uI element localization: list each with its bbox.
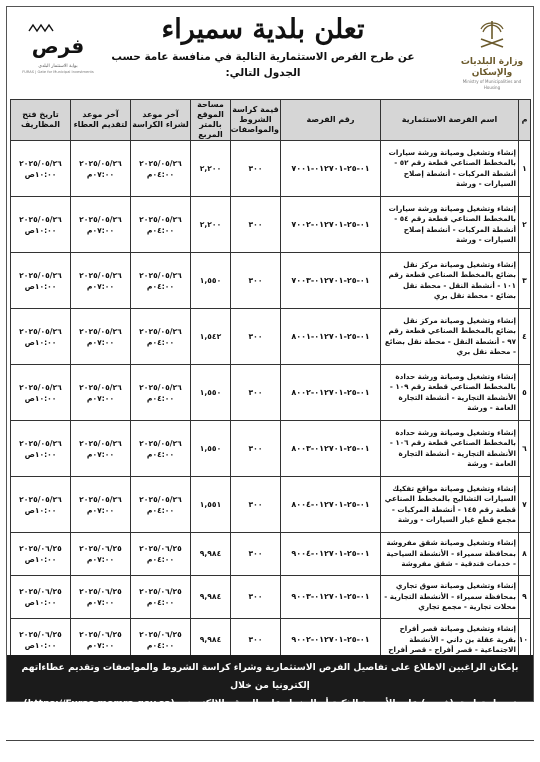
envelope-opening-date (11, 533, 71, 576)
opportunity-id: ٠١-٢٥-٠١٢٧٠١-٩٠٠٢ (281, 619, 381, 662)
booklet-purchase-deadline (131, 141, 191, 197)
booklet-fee: ٣٠٠ (231, 576, 281, 619)
opportunity-name: إنشاء وتشغيل وصيانة مواقع تفكيك السيارات التشاليح بالمخطط الصناعي قطعة رقم ١٤٥ - أنشطة المركبات - مجمع قطع غيار السيارات - ورشة (381, 477, 519, 533)
opportunity-id: ٠١-٢٥-٠١٢٧٠١-٨٠٠٢ (281, 365, 381, 421)
bid-submission-deadline-time: ٠٧:٠٠م (86, 505, 115, 515)
advertisement-page (6, 6, 534, 709)
ad-title-block (103, 13, 423, 81)
bid-submission-deadline-time: ٠٧:٠٠م (86, 555, 115, 564)
booklet-purchase-deadline-date: ٢٠٢٥/٠٦/٢٥ (139, 630, 182, 639)
col-header: رقم الفرصة (281, 100, 381, 141)
booklet-fee: ٣٠٠ (231, 477, 281, 533)
bid-submission-deadline-time: ٠٧:٠٠م (86, 598, 115, 607)
booklet-fee: ٣٠٠ (231, 253, 281, 309)
booklet-purchase-deadline-time: ٠٤:٠٠م (146, 169, 175, 179)
table-row (11, 309, 531, 365)
page-subtitle: عن طرح الفرص الاستثمارية التالية في منافسة عامة حسب الجدول التالي: (111, 51, 415, 79)
opportunity-id: ٠١-٢٥-٠١٢٧٠١-٨٠٠١ (281, 309, 381, 365)
footer-line-2: تحميل تطبيق (فرص) على الأجهزة الذكية أو الدخول على الموقع الإلكتروني (https://Furas.momra.gov.sa) (23, 698, 517, 709)
ministry-logo (457, 17, 527, 91)
envelope-opening-date-time: ١٠:٠٠ص (24, 598, 57, 607)
envelope-opening-date (11, 576, 71, 619)
opportunity-name: إنشاء وتشغيل وصيانة شقق مفروشة بمحافظة سميراء - الأنشطة السياحية - خدمات فندقية - شقق مفروشة (381, 533, 519, 576)
bid-submission-deadline (71, 533, 131, 576)
envelope-opening-date (11, 253, 71, 309)
bid-submission-deadline (71, 365, 131, 421)
booklet-fee: ٣٠٠ (231, 197, 281, 253)
table-body (11, 141, 531, 662)
envelope-opening-date-date: ٢٠٢٥/٠٥/٢٦ (19, 382, 62, 392)
opportunity-id: ٠١-٢٥-٠١٢٧٠١-٧٠٠١ (281, 141, 381, 197)
booklet-fee: ٣٠٠ (231, 533, 281, 576)
site-area: ١,٥٥٠ (191, 253, 231, 309)
booklet-purchase-deadline-date: ٢٠٢٥/٠٥/٢٦ (139, 214, 182, 224)
booklet-purchase-deadline (131, 365, 191, 421)
booklet-purchase-deadline-time: ٠٤:٠٠م (146, 393, 175, 403)
site-area: ١,٥٥١ (191, 477, 231, 533)
furas-logo (13, 19, 103, 75)
row-number: ٥ (519, 365, 531, 421)
opportunity-id: ٠١-٢٥-٠١٢٧٠١-٩٠٠٤ (281, 533, 381, 576)
table-header-row (11, 100, 531, 141)
opportunity-name: إنشاء وتشغيل وصيانة سوق تجاري بمحافظة سميراء - الأنشطة التجارية - محلات تجارية - مجمع تجاري (381, 576, 519, 619)
site-area: ٩,٩٨٤ (191, 576, 231, 619)
furas-en: FURAS | Gate for Municipal Investments (22, 70, 94, 74)
booklet-purchase-deadline-time: ٠٤:٠٠م (146, 641, 175, 650)
bid-submission-deadline-date: ٢٠٢٥/٠٦/٢٥ (79, 630, 122, 639)
envelope-opening-date-date: ٢٠٢٥/٠٥/٢٦ (19, 270, 62, 280)
furas-sub: بوابة الاستثمار البلدي (38, 64, 78, 69)
envelope-opening-date (11, 141, 71, 197)
bid-submission-deadline-date: ٢٠٢٥/٠٥/٢٦ (79, 382, 122, 392)
booklet-fee: ٣٠٠ (231, 619, 281, 662)
envelope-opening-date-time: ١٠:٠٠ص (24, 641, 57, 650)
col-header: مساحة الموقع بالمتر المربع (191, 100, 231, 141)
envelope-opening-date-time: ١٠:٠٠ص (24, 393, 57, 403)
bid-submission-deadline-date: ٢٠٢٥/٠٦/٢٥ (79, 587, 122, 596)
booklet-purchase-deadline-time: ٠٤:٠٠م (146, 281, 175, 291)
table-row (11, 533, 531, 576)
row-number: ١ (519, 141, 531, 197)
col-header: قيمة كراسة الشروط والمواصفات (231, 100, 281, 141)
row-number: ٢ (519, 197, 531, 253)
booklet-fee: ٣٠٠ (231, 309, 281, 365)
col-header: آخر موعد لشراء الكراسة (131, 100, 191, 141)
bid-submission-deadline-time: ٠٧:٠٠م (86, 225, 115, 235)
booklet-purchase-deadline (131, 533, 191, 576)
opportunity-name: إنشاء وتشغيل وصيانة ورشة حدادة بالمخطط الصناعي قطعة رقم ١٠٦ - الأنشطة التجارية - أنشطة التجارة العامة - ورشة (381, 421, 519, 477)
site-area: ٩,٩٨٤ (191, 533, 231, 576)
booklet-purchase-deadline-date: ٢٠٢٥/٠٦/٢٥ (139, 587, 182, 596)
envelope-opening-date-time: ١٠:٠٠ص (24, 505, 57, 515)
booklet-purchase-deadline (131, 421, 191, 477)
table-row (11, 576, 531, 619)
envelope-opening-date (11, 197, 71, 253)
booklet-purchase-deadline (131, 576, 191, 619)
opportunities-table (10, 99, 531, 662)
opportunity-id: ٠١-٢٥-٠١٢٧٠١-٨٠٠٣ (281, 421, 381, 477)
envelope-opening-date-date: ٢٠٢٥/٠٥/٢٦ (19, 438, 62, 448)
booklet-purchase-deadline (131, 197, 191, 253)
opportunity-id: ٠١-٢٥-٠١٢٧٠١-٩٠٠٣ (281, 576, 381, 619)
furas-logo-icon (21, 19, 95, 59)
ministry-name-en: Ministry of Municipalities and Housing (462, 79, 522, 90)
envelope-opening-date (11, 421, 71, 477)
booklet-purchase-deadline-date: ٢٠٢٥/٠٥/٢٦ (139, 326, 182, 336)
opportunity-id: ٠١-٢٥-٠١٢٧٠١-٧٠٠٣ (281, 253, 381, 309)
bottom-divider (6, 740, 534, 741)
envelope-opening-date (11, 477, 71, 533)
page-title: تعلن بلدية سميراء (161, 14, 365, 45)
col-header: تاريخ فتح المظاريف (11, 100, 71, 141)
booklet-purchase-deadline-date: ٢٠٢٥/٠٥/٢٦ (139, 438, 182, 448)
table-row (11, 477, 531, 533)
booklet-purchase-deadline-date: ٢٠٢٥/٠٦/٢٥ (139, 544, 182, 553)
row-number: ٦ (519, 421, 531, 477)
envelope-opening-date (11, 365, 71, 421)
bid-submission-deadline-date: ٢٠٢٥/٠٥/٢٦ (79, 494, 122, 504)
envelope-opening-date-date: ٢٠٢٥/٠٥/٢٦ (19, 214, 62, 224)
opportunity-name: إنشاء وتشغيل وصيانة ورشة سيارات بالمخطط الصناعي قطعة رقم ٥٤ - أنشطة المركبات - أنشطة إصلاح السيارات - ورشة (381, 197, 519, 253)
envelope-opening-date-time: ١٠:٠٠ص (24, 281, 57, 291)
bid-submission-deadline-date: ٢٠٢٥/٠٥/٢٦ (79, 326, 122, 336)
opportunity-id: ٠١-٢٥-٠١٢٧٠١-٨٠٠٤ (281, 477, 381, 533)
booklet-purchase-deadline (131, 477, 191, 533)
site-area: ١,٥٥٠ (191, 365, 231, 421)
booklet-purchase-deadline-time: ٠٤:٠٠م (146, 337, 175, 347)
opportunity-id: ٠١-٢٥-٠١٢٧٠١-٧٠٠٢ (281, 197, 381, 253)
bid-submission-deadline-time: ٠٧:٠٠م (86, 393, 115, 403)
bid-submission-deadline-date: ٢٠٢٥/٠٦/٢٥ (79, 544, 122, 553)
envelope-opening-date-time: ١٠:٠٠ص (24, 449, 57, 459)
site-area: ١,٥٤٢ (191, 309, 231, 365)
site-area: ٩,٩٨٤ (191, 619, 231, 662)
opportunity-name: إنشاء وتشغيل وصيانة ورشة حدادة بالمخطط الصناعي قطعة رقم ١٠٩ - الأنشطة التجارية - أنشطة التجارة العامة - ورشة (381, 365, 519, 421)
ad-header (7, 7, 533, 89)
bid-submission-deadline (71, 576, 131, 619)
site-area: ١,٥٥٠ (191, 421, 231, 477)
booklet-purchase-deadline-date: ٢٠٢٥/٠٥/٢٦ (139, 494, 182, 504)
bid-submission-deadline-date: ٢٠٢٥/٠٥/٢٦ (79, 270, 122, 280)
envelope-opening-date-time: ١٠:٠٠ص (24, 555, 57, 564)
table-row (11, 365, 531, 421)
envelope-opening-date-date: ٢٠٢٥/٠٥/٢٦ (19, 494, 62, 504)
bid-submission-deadline (71, 421, 131, 477)
booklet-purchase-deadline-time: ٠٤:٠٠م (146, 449, 175, 459)
table-row (11, 421, 531, 477)
booklet-fee: ٣٠٠ (231, 141, 281, 197)
booklet-purchase-deadline-date: ٢٠٢٥/٠٥/٢٦ (139, 158, 182, 168)
furas-logo-text: فرص (31, 34, 85, 58)
bid-submission-deadline-time: ٠٧:٠٠م (86, 641, 115, 650)
bid-submission-deadline-date: ٢٠٢٥/٠٥/٢٦ (79, 438, 122, 448)
bid-submission-deadline (71, 197, 131, 253)
row-number: ٨ (519, 533, 531, 576)
bid-submission-deadline (71, 309, 131, 365)
row-number: ٩ (519, 576, 531, 619)
envelope-opening-date-date: ٢٠٢٥/٠٥/٢٦ (19, 158, 62, 168)
row-number: ٧ (519, 477, 531, 533)
booklet-purchase-deadline-time: ٠٤:٠٠م (146, 555, 175, 564)
envelope-opening-date (11, 309, 71, 365)
bid-submission-deadline-time: ٠٧:٠٠م (86, 281, 115, 291)
palm-swords-emblem-icon (475, 17, 509, 51)
col-header: م (519, 100, 531, 141)
bid-submission-deadline (71, 477, 131, 533)
envelope-opening-date-time: ١٠:٠٠ص (24, 337, 57, 347)
booklet-purchase-deadline-date: ٢٠٢٥/٠٥/٢٦ (139, 382, 182, 392)
envelope-opening-date-date: ٢٠٢٥/٠٥/٢٦ (19, 326, 62, 336)
envelope-opening-date-date: ٢٠٢٥/٠٦/٢٥ (19, 587, 62, 596)
bid-submission-deadline (71, 253, 131, 309)
bid-submission-deadline-time: ٠٧:٠٠م (86, 449, 115, 459)
opportunity-name: إنشاء وتشغيل وصيانة مركز نقل بضائع بالمخطط الصناعي قطعة رقم ١٠١ - أنشطة النقل - محطة نقل بضائع - محطة نقل بري (381, 253, 519, 309)
row-number: ٣ (519, 253, 531, 309)
envelope-opening-date-date: ٢٠٢٥/٠٦/٢٥ (19, 630, 62, 639)
ad-footer (7, 655, 533, 709)
table-row (11, 197, 531, 253)
table-row (11, 253, 531, 309)
booklet-purchase-deadline-date: ٢٠٢٥/٠٥/٢٦ (139, 270, 182, 280)
site-area: ٢,٢٠٠ (191, 197, 231, 253)
site-area: ٢,٢٠٠ (191, 141, 231, 197)
booklet-purchase-deadline-time: ٠٤:٠٠م (146, 505, 175, 515)
booklet-purchase-deadline-time: ٠٤:٠٠م (146, 225, 175, 235)
booklet-purchase-deadline-time: ٠٤:٠٠م (146, 598, 175, 607)
envelope-opening-date-time: ١٠:٠٠ص (24, 169, 57, 179)
footer-line-1: بإمكان الراغبين الاطلاع على تفاصيل الفرص الاستثمارية وشراء كراسة الشروط والمواصفات وتقديم عطاءاتهم إلكترونيا من خلال (21, 662, 519, 691)
booklet-fee: ٣٠٠ (231, 365, 281, 421)
col-header: آخر موعد لتقديم العطاء (71, 100, 131, 141)
opportunity-name: إنشاء وتشغيل وصيانة قصر أفراح بقرية عقلة بن داني - الأنشطة الاجتماعية - قصر أفراح - قصر أفراح (381, 619, 519, 662)
bid-submission-deadline (71, 141, 131, 197)
opportunity-name: إنشاء وتشغيل وصيانة مركز نقل بضائع بالمخطط الصناعي قطعة رقم ٩٧ - أنشطة النقل - محطة نقل بضائع - محطة نقل بري (381, 309, 519, 365)
bid-submission-deadline-time: ٠٧:٠٠م (86, 337, 115, 347)
table-row (11, 141, 531, 197)
booklet-fee: ٣٠٠ (231, 421, 281, 477)
booklet-purchase-deadline (131, 253, 191, 309)
row-number: ٤ (519, 309, 531, 365)
ministry-name: وزارة البلديات والإسكان (460, 57, 524, 78)
opportunity-name: إنشاء وتشغيل وصيانة ورشة سيارات بالمخطط الصناعي قطعة رقم ٥٢ - أنشطة المركبات - أنشطة إصلاح السيارات - ورشة (381, 141, 519, 197)
booklet-purchase-deadline (131, 309, 191, 365)
bid-submission-deadline-time: ٠٧:٠٠م (86, 169, 115, 179)
bid-submission-deadline-date: ٢٠٢٥/٠٥/٢٦ (79, 158, 122, 168)
col-header: اسم الفرصة الاستثمارية (381, 100, 519, 141)
bid-submission-deadline-date: ٢٠٢٥/٠٥/٢٦ (79, 214, 122, 224)
envelope-opening-date-time: ١٠:٠٠ص (24, 225, 57, 235)
row-number: ١٠ (519, 619, 531, 662)
envelope-opening-date-date: ٢٠٢٥/٠٦/٢٥ (19, 544, 62, 553)
